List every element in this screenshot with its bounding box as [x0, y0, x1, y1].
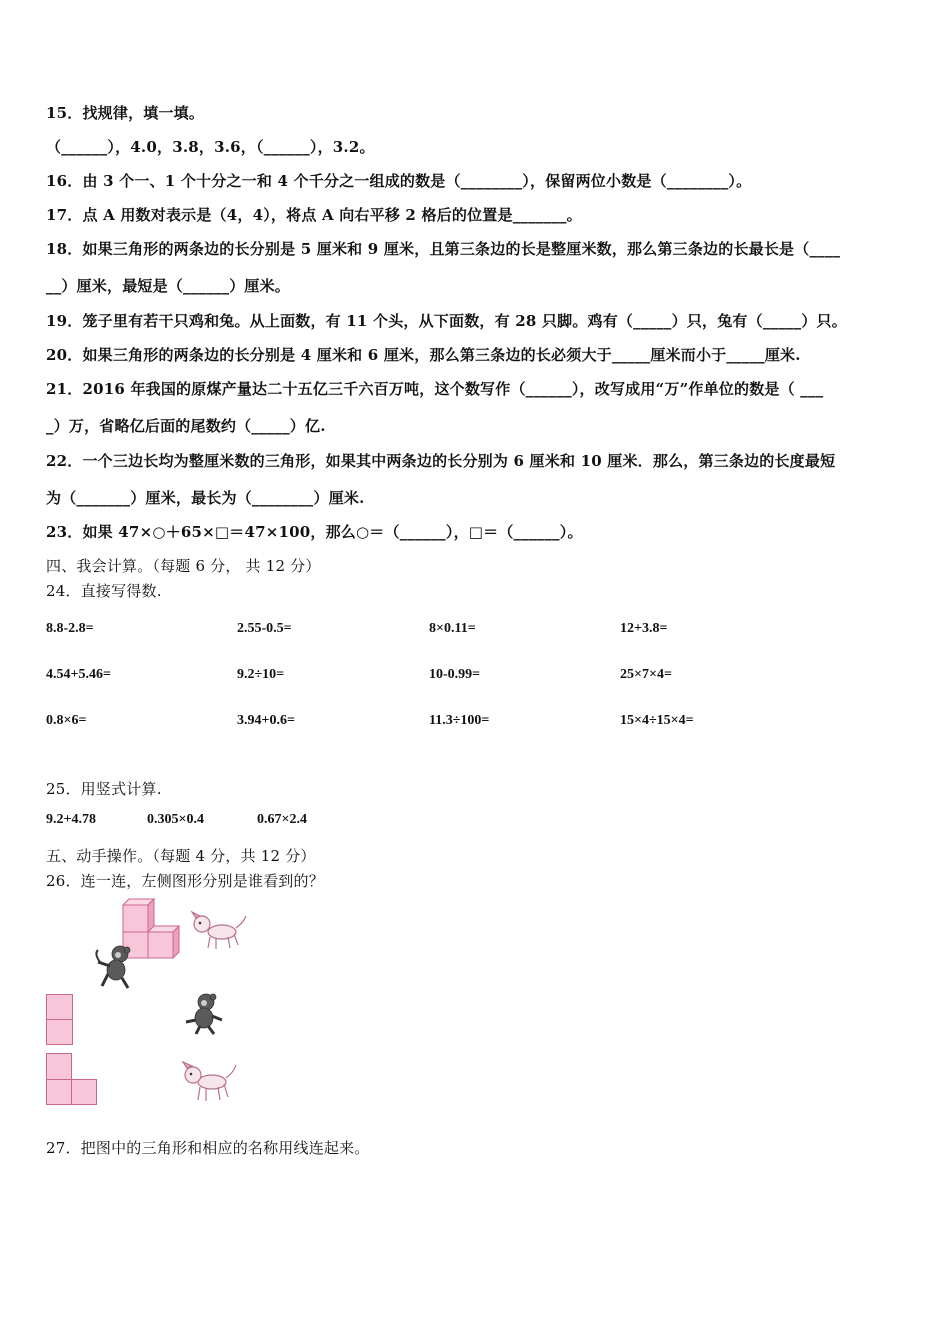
q22-line1: 22．一个三边长均为整厘米数的三角形，如果其中两条边的长分别为 6 厘米和 10 厘米．那么，第三条边的长度最短: [46, 452, 836, 470]
calc-item: 8×0.11=: [429, 621, 476, 636]
calc-item: 3.94+0.6=: [237, 713, 295, 728]
q18-line1: 18．如果三角形的两条边的长分别是 5 厘米和 9 厘米，且第三条边的长是整厘米数，那么第三条边的长最长是（____: [46, 240, 841, 258]
l-shape-figure: [46, 1053, 100, 1107]
monkey-option-icon: [180, 992, 226, 1036]
calc-item: 15×4÷15×4=: [620, 713, 694, 728]
two-square-column-figure: [46, 994, 74, 1046]
q15-title: 15．找规律，填一填。: [46, 104, 205, 122]
calc-item: 9.2÷10=: [237, 667, 285, 682]
calc-item: 0.8×6=: [46, 713, 87, 728]
section4-title: 四、我会计算。（每题 6 分， 共 12 分）: [46, 557, 321, 575]
q16: 16．由 3 个一、1 个十分之一和 4 个千分之一组成的数是（________），保留两位小数是（________）。: [46, 172, 752, 190]
q17: 17．点 A 用数对表示是（4，4），将点 A 向右平移 2 格后的位置是_______。: [46, 206, 582, 224]
q15-sequence: （______），4.0，3.8，3.6，（______），3.2。: [46, 138, 375, 156]
q18-line2: __）厘米，最短是（______）厘米。: [46, 277, 291, 295]
q20: 20．如果三角形的两条边的长分别是 4 厘米和 6 厘米，那么第三条边的长必须大于_____厘米而小于_____厘米.: [46, 346, 801, 364]
calc-item: 25×7×4=: [620, 667, 672, 682]
calc-item: 11.3÷100=: [429, 713, 490, 728]
calc-item: 12+3.8=: [620, 621, 668, 636]
q21-line2: _）万，省略亿后面的尾数约（_____）亿.: [46, 417, 326, 435]
q19: 19．笼子里有若干只鸡和兔。从上面数，有 11 个头，从下面数，有 28 只脚。鸡有（_____）只，兔有（_____）只。: [46, 312, 847, 330]
calc-item: 8.8-2.8=: [46, 621, 94, 636]
calc-item: 10-0.99=: [429, 667, 481, 682]
q25: 25．用竖式计算.: [46, 780, 162, 798]
vertical-calc-item: 0.67×2.4: [257, 812, 307, 827]
dog-option-icon: [182, 1062, 240, 1104]
q26: 26．连一连，左侧图形分别是谁看到的？: [46, 872, 324, 890]
dog-icon: [190, 912, 248, 952]
calc-item: 2.55-0.5=: [237, 621, 292, 636]
q21-line1: 21．2016 年我国的原煤产量达二十五亿三千六百万吨，这个数写作（______），改写成用“万”作单位的数是（ ___: [46, 380, 824, 398]
q23: 23．如果 47×○＋65×□＝47×100，那么○＝（______），□＝（______）。: [46, 523, 583, 541]
vertical-calc-item: 9.2+4.78: [46, 812, 96, 827]
monkey-icon: [92, 944, 136, 990]
q27: 27．把图中的三角形和相应的名称用线连起来。: [46, 1139, 370, 1157]
q22-line2: 为（_______）厘米，最长为（________）厘米.: [46, 489, 365, 507]
calc-item: 4.54+5.46=: [46, 667, 111, 682]
section5-title: 五、动手操作。（每题 4 分，共 12 分）: [46, 847, 316, 865]
q24: 24．直接写得数.: [46, 582, 162, 600]
vertical-calc-item: 0.305×0.4: [147, 812, 204, 827]
